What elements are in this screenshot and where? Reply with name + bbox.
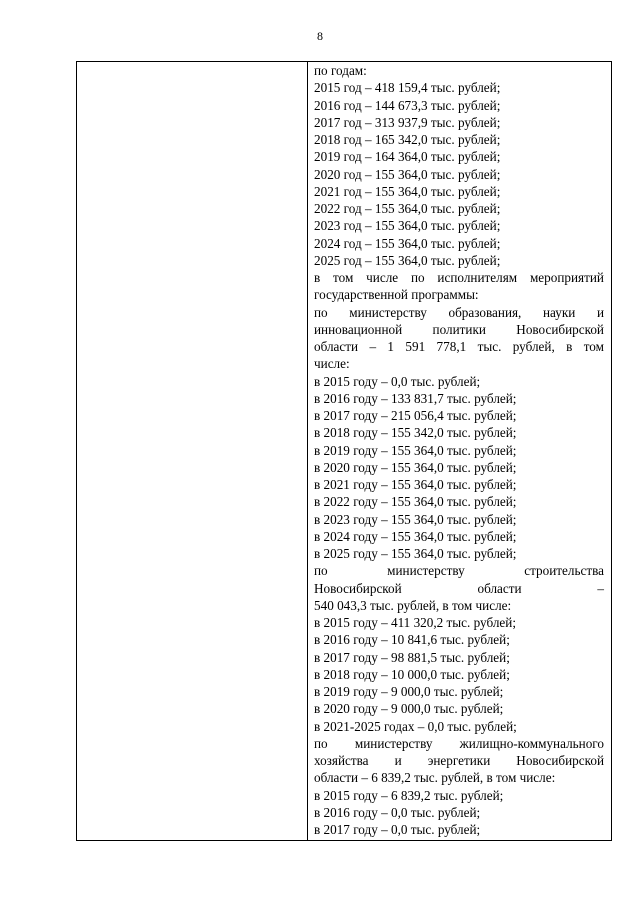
text-line: в 2017 году – 0,0 тыс. рублей; xyxy=(314,822,481,837)
text-line: в 2021-2025 годах – 0,0 тыс. рублей; xyxy=(314,718,517,734)
text-line: 2023 год – 155 364,0 тыс. рублей; xyxy=(314,218,501,234)
text-line: в 2024 году – 155 364,0 тыс. рублей; xyxy=(314,528,517,544)
text-line: по годам: xyxy=(314,63,367,78)
text-line: области – 1 591 778,1 тыс. рублей, в том xyxy=(314,339,604,354)
text-line: 2025 год – 155 364,0 тыс. рублей; xyxy=(314,252,501,268)
text-line: области – 6 839,2 тыс. рублей, в том числе: xyxy=(314,770,556,786)
text-line: в 2019 году – 9 000,0 тыс. рублей; xyxy=(314,684,504,699)
table-frame xyxy=(76,61,612,841)
text-line: в 2025 году – 155 364,0 тыс. рублей; xyxy=(314,546,517,561)
text-line: в 2016 году – 0,0 тыс. рублей; xyxy=(314,804,481,820)
text-line: 2020 год – 155 364,0 тыс. рублей; xyxy=(314,166,501,182)
text-line: Новосибирской области – xyxy=(314,580,604,596)
text-line: в 2020 году – 155 364,0 тыс. рублей; xyxy=(314,459,517,475)
text-line: в 2021 году – 155 364,0 тыс. рублей; xyxy=(314,477,517,492)
text-line: в 2015 году – 411 320,2 тыс. рублей; xyxy=(314,615,516,630)
text-line: 2024 год – 155 364,0 тыс. рублей; xyxy=(314,235,501,251)
text-line: по министерству образования, науки и xyxy=(314,304,604,320)
page-number: 8 xyxy=(317,29,323,43)
text-line: 2021 год – 155 364,0 тыс. рублей; xyxy=(314,183,501,199)
table-cell-left xyxy=(77,62,307,840)
text-line: в 2018 году – 155 342,0 тыс. рублей; xyxy=(314,425,517,441)
text-line: в 2015 году – 6 839,2 тыс. рублей; xyxy=(314,787,504,803)
text-line: 2022 год – 155 364,0 тыс. рублей; xyxy=(314,201,501,216)
text-line: в 2019 году – 155 364,0 тыс. рублей; xyxy=(314,442,517,458)
text-line: в 2018 году – 10 000,0 тыс. рублей; xyxy=(314,666,510,682)
text-line: в 2015 году – 0,0 тыс. рублей; xyxy=(314,373,481,389)
column-divider xyxy=(307,62,308,840)
text-line: хозяйства и энергетики Новосибирской xyxy=(314,753,604,768)
text-line: в том числе по исполнителям мероприятий xyxy=(314,270,604,285)
text-line: 2015 год – 418 159,4 тыс. рублей; xyxy=(314,80,501,96)
table-cell-right xyxy=(314,62,604,838)
text-line: по министерству строительства xyxy=(314,563,604,579)
text-line: в 2017 году – 215 056,4 тыс. рублей; xyxy=(314,408,517,423)
text-line: государственной программы: xyxy=(314,287,479,303)
text-line: инновационной политики Новосибирской xyxy=(314,321,604,337)
text-line: 2019 год – 164 364,0 тыс. рублей; xyxy=(314,149,501,165)
text-line: в 2016 году – 10 841,6 тыс. рублей; xyxy=(314,632,510,648)
text-line: по министерству жилищно-коммунального xyxy=(314,735,604,751)
text-line: в 2020 году – 9 000,0 тыс. рублей; xyxy=(314,701,504,717)
text-line: в 2017 году – 98 881,5 тыс. рублей; xyxy=(314,649,510,665)
text-line: числе: xyxy=(314,356,350,372)
text-line: 2016 год – 144 673,3 тыс. рублей; xyxy=(314,97,501,113)
text-line: в 2022 году – 155 364,0 тыс. рублей; xyxy=(314,494,517,510)
text-line: 2017 год – 313 937,9 тыс. рублей; xyxy=(314,114,501,130)
text-line: 2018 год – 165 342,0 тыс. рублей; xyxy=(314,132,501,147)
text-line: 540 043,3 тыс. рублей, в том числе: xyxy=(314,597,512,613)
text-line: в 2016 году – 133 831,7 тыс. рублей; xyxy=(314,390,517,406)
text-line: в 2023 году – 155 364,0 тыс. рублей; xyxy=(314,511,517,527)
